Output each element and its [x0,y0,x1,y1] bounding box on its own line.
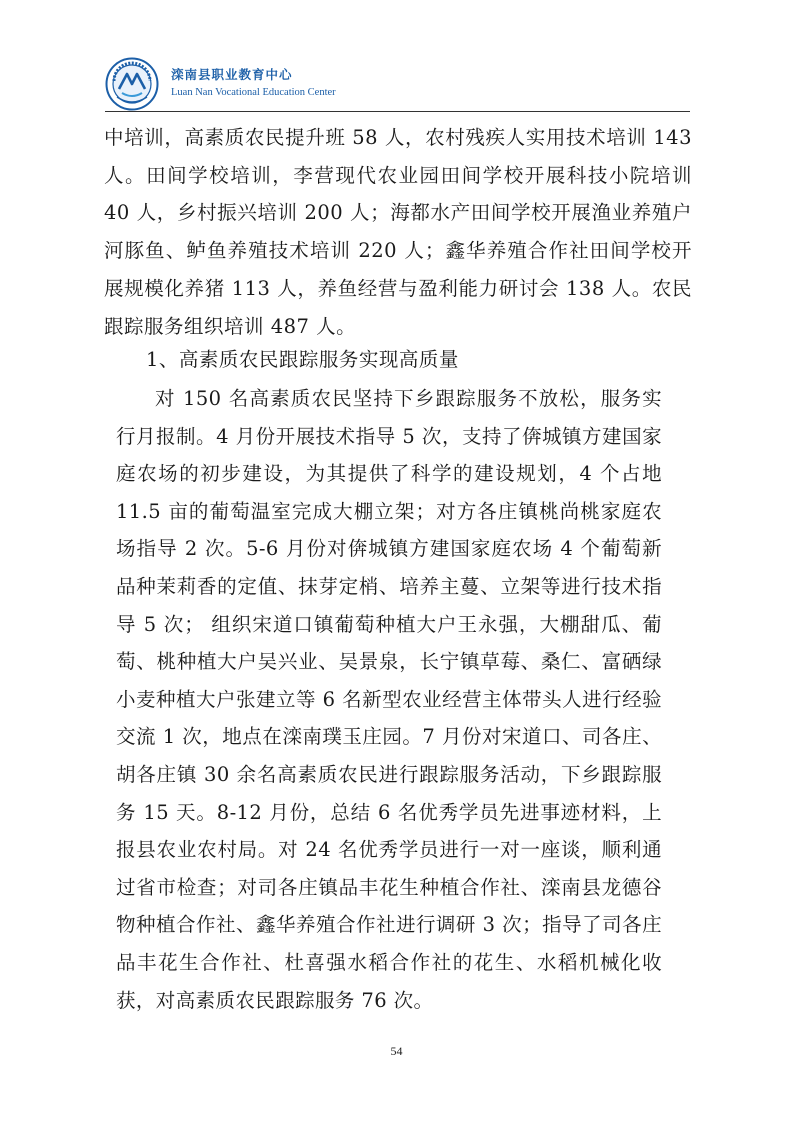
continued-paragraph [104,119,692,345]
section-paragraph [116,380,662,1019]
header-divider [105,111,690,112]
paragraph-text: 对 150 名高素质农民坚持下乡跟踪服务不放松，服务实行月报制。4 月份开展技术指导 5 次，支持了倴城镇方建国家庭农场的初步建设，为其提供了科学的建设规划，4 个占地 11.5 亩的葡萄温室完成大棚立架；对方各庄镇桃尚桃家庭农场指导 2 次。5-6 月份对倴城镇方建国家庭农场 4 个葡萄新品种茉莉香的定值、抹芽定梢、培养主蔓、立架等进行技术指导 5 次； 组织宋道口镇葡萄种植大户王永强，大棚甜瓜、葡萄、桃种植大户吴兴业、吴景泉，长宁镇草莓、桑仁、富硒绿小麦种植大户张建立等 6 名新型农业经营主体带头人进行经验交流 1 次，地点在滦南璞玉庄园。7 月份对宋道口、司各庄、胡各庄镇 30 余名高素质农民进行跟踪服务活动，下乡跟踪服务 15 天。8-12 月份，总结 6 名优秀学员先进事迹材料，上报县农业农村局。对 24 名优秀学员进行一对一座谈，顺利通过省市检查；对司各庄镇品丰花生种植合作社、滦南县龙德谷物种植合作社、鑫华养殖合作社进行调研 3 次；指导了司各庄品丰花生合作社、杜喜强水稻合作社的花生、水稻机械化收获，对高素质农民跟踪服务 76 次。 [116,387,662,1012]
page-header [105,57,690,111]
section-heading: 1、高素质农民跟踪服务实现高质量 [146,348,459,371]
school-emblem-icon [105,57,159,111]
paragraph-text: 中培训，高素质农民提升班 58 人，农村残疾人实用技术培训 143 人。田间学校培训，李营现代农业园田间学校开展科技小院培训 40 人，乡村振兴培训 200 人；海都水产田间学校开展渔业养殖户河豚鱼、鲈鱼养殖技术培训 220 人；鑫华养殖合作社田间学校开展规模化养猪 113 人，养鱼经营与盈利能力研讨会 138 人。农民跟踪服务组织培训 487 人。 [104,126,692,338]
organization-name-cn: 滦南县职业教育中心 [171,67,293,82]
organization-name-en: Luan Nan Vocational Education Center [171,87,336,98]
page-number: 54 [390,1044,403,1058]
